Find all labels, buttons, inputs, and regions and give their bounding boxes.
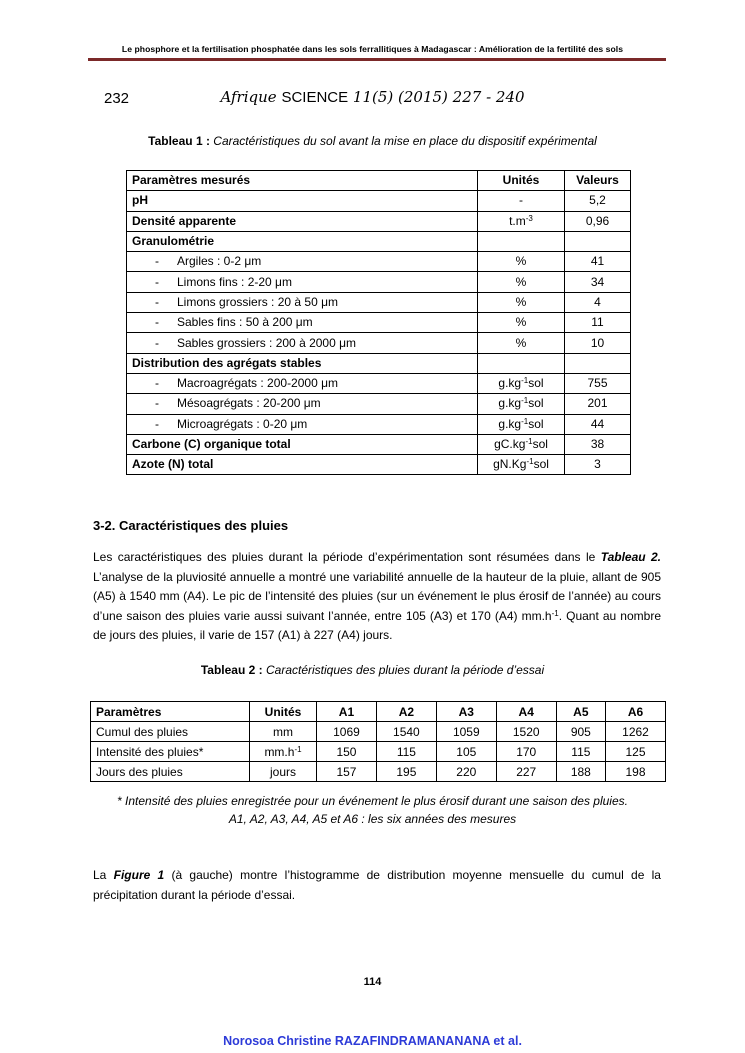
table-reference: Tableau 2. bbox=[600, 550, 661, 564]
table-header-cell: A3 bbox=[436, 702, 496, 722]
param-cell bbox=[127, 333, 478, 353]
value-cell: 3 bbox=[565, 455, 631, 475]
table-header-cell: A4 bbox=[496, 702, 556, 722]
value-cell: 157 bbox=[317, 762, 377, 782]
value-cell: 201 bbox=[565, 394, 631, 414]
unit-exponent: -1 bbox=[521, 396, 529, 406]
param-cell: Jours des pluies bbox=[91, 762, 250, 782]
unit-cell bbox=[478, 394, 565, 414]
paragraph-text: L’analyse de la pluviosité annuelle a montré une variabilité annuelle de la hauteur de la pluie, allant de 905 (A5) à 1540 mm (A4). Le pic de l’intensité des pluies (sur un événement le plus érosif de l’année) au cours d’une saison des pluies varie aussi suivant l’année, entre 105 (A3) et 170 (A4) mm.h bbox=[93, 569, 661, 623]
table-header-cell: Valeurs bbox=[565, 171, 631, 191]
table-row bbox=[127, 211, 631, 231]
table-header-cell: A1 bbox=[317, 702, 377, 722]
note-line: * Intensité des pluies enregistrée pour un événement le plus érosif durant une saison des pluies. bbox=[117, 794, 628, 808]
table-header-cell: A6 bbox=[606, 702, 666, 722]
value-cell: 44 bbox=[565, 414, 631, 434]
table-header-cell: Paramètres mesurés bbox=[127, 171, 478, 191]
param-label: Microagrégats : 0-20 μm bbox=[177, 416, 308, 431]
param-label: Mésoagrégats : 20-200 μm bbox=[177, 396, 321, 411]
unit-cell bbox=[478, 231, 565, 251]
table-header-cell: Paramètres bbox=[91, 702, 250, 722]
paragraph-text: (à gauche) montre l’histogramme de distribution moyenne mensuelle du cumul de la précipitation durant la période d’essai. bbox=[93, 868, 661, 902]
author-footer: Norosoa Christine RAZAFINDRAMANANANA et al. bbox=[223, 1034, 522, 1048]
table-header-row bbox=[91, 702, 666, 722]
rainfall-paragraph bbox=[93, 548, 661, 646]
header-rule bbox=[88, 58, 666, 61]
list-dash: - bbox=[155, 274, 159, 289]
list-dash: - bbox=[155, 335, 159, 350]
soil-characteristics-table bbox=[126, 170, 631, 475]
param-cell: Cumul des pluies bbox=[91, 722, 250, 742]
value-cell: 125 bbox=[606, 742, 666, 762]
list-dash: - bbox=[155, 315, 159, 330]
value-cell: 115 bbox=[376, 742, 436, 762]
note-line: A1, A2, A3, A4, A5 et A6 : les six années des mesures bbox=[228, 812, 517, 826]
unit-tail: sol bbox=[528, 376, 544, 391]
unit-tail: sol bbox=[528, 416, 544, 431]
param-cell: Carbone (C) organique total bbox=[127, 434, 478, 454]
value-cell: 11 bbox=[565, 313, 631, 333]
param-label: Sables grossiers : 200 à 2000 μm bbox=[177, 335, 357, 350]
unit-base: mm.h bbox=[264, 744, 295, 759]
param-cell bbox=[127, 414, 478, 434]
value-cell: 105 bbox=[436, 742, 496, 762]
table-row bbox=[91, 762, 666, 782]
param-cell: Intensité des pluies* bbox=[91, 742, 250, 762]
table-row bbox=[127, 455, 631, 475]
value-cell: 38 bbox=[565, 434, 631, 454]
value-cell: 227 bbox=[496, 762, 556, 782]
paragraph-text: Les caractéristiques des pluies durant la période d’expérimentation sont résumées dans le bbox=[93, 550, 601, 564]
table-row bbox=[127, 414, 631, 434]
param-label: Limons fins : 2-20 μm bbox=[177, 274, 292, 289]
unit-base: t.m bbox=[509, 213, 526, 228]
table-row bbox=[127, 252, 631, 272]
unit-cell bbox=[478, 373, 565, 393]
table-row bbox=[127, 292, 631, 312]
unit-cell: % bbox=[478, 313, 565, 333]
table1-label: Tableau 1 : bbox=[148, 134, 210, 148]
param-label: Limons grossiers : 20 à 50 μm bbox=[177, 294, 338, 309]
table-header-cell: Unités bbox=[478, 171, 565, 191]
table-row bbox=[127, 373, 631, 393]
table-row bbox=[127, 191, 631, 211]
table2-caption bbox=[0, 663, 745, 677]
param-label: Argiles : 0-2 μm bbox=[177, 254, 262, 269]
value-cell: 195 bbox=[376, 762, 436, 782]
unit-cell bbox=[478, 211, 565, 231]
param-cell: Azote (N) total bbox=[127, 455, 478, 475]
unit-exponent: -1 bbox=[525, 437, 533, 446]
unit-cell bbox=[250, 762, 317, 782]
value-cell: 115 bbox=[556, 742, 605, 762]
value-cell: 150 bbox=[317, 742, 377, 762]
unit-cell bbox=[478, 353, 565, 373]
rainfall-table bbox=[90, 701, 666, 782]
paragraph-text: . Quant au nombre de jours des pluies, il varie de 157 (A1) à 227 (A4) jours. bbox=[93, 608, 661, 642]
unit-cell: - bbox=[478, 191, 565, 211]
unit-exponent: -1 bbox=[294, 744, 302, 754]
unit-tail: sol bbox=[532, 437, 548, 451]
table2-note bbox=[0, 792, 745, 828]
table-header-cell: A5 bbox=[556, 702, 605, 722]
unit-base: g.kg bbox=[498, 376, 522, 391]
list-dash: - bbox=[155, 376, 159, 391]
value-cell: 170 bbox=[496, 742, 556, 762]
unit-base: g.kg bbox=[498, 396, 522, 411]
unit-cell bbox=[478, 414, 565, 434]
table2-title: Caractéristiques des pluies durant la période d’essai bbox=[265, 663, 545, 677]
unit-base: gC.kg bbox=[494, 437, 526, 451]
unit-base: gN.Kg bbox=[493, 457, 527, 472]
journal-reference bbox=[0, 88, 745, 106]
value-cell: 188 bbox=[556, 762, 605, 782]
value-cell: 10 bbox=[565, 333, 631, 353]
table2-label: Tableau 2 : bbox=[200, 663, 263, 677]
list-dash: - bbox=[155, 416, 159, 431]
value-cell: 5,2 bbox=[565, 191, 631, 211]
table-row bbox=[91, 722, 666, 742]
value-cell: 1262 bbox=[606, 722, 666, 742]
table-header-cell: Unités bbox=[250, 702, 317, 722]
section-title: 3-2. Caractéristiques des pluies bbox=[93, 518, 289, 533]
unit-exponent: -1 bbox=[521, 416, 529, 426]
superscript: -1 bbox=[551, 608, 559, 618]
param-cell bbox=[127, 373, 478, 393]
table1-title: Caractéristiques du sol avant la mise en place du dispositif expérimental bbox=[213, 134, 597, 148]
table-row bbox=[127, 434, 631, 454]
param-cell bbox=[127, 394, 478, 414]
value-cell: 220 bbox=[436, 762, 496, 782]
list-dash: - bbox=[155, 254, 159, 269]
param-cell: Granulométrie bbox=[127, 231, 478, 251]
list-dash: - bbox=[155, 396, 159, 411]
unit-tail: sol bbox=[533, 457, 549, 472]
value-cell: 41 bbox=[565, 252, 631, 272]
unit-cell: % bbox=[478, 292, 565, 312]
value-cell: 198 bbox=[606, 762, 666, 782]
list-dash: - bbox=[155, 294, 159, 309]
value-cell: 0,96 bbox=[565, 211, 631, 231]
table-row bbox=[127, 394, 631, 414]
journal-name-italic: Afrique bbox=[220, 88, 277, 106]
param-label: Macroagrégats : 200-2000 μm bbox=[177, 376, 338, 391]
unit-base: g.kg bbox=[498, 416, 522, 431]
value-cell: 1069 bbox=[317, 722, 377, 742]
table1-caption bbox=[0, 134, 745, 148]
table-header-cell: A2 bbox=[376, 702, 436, 722]
param-label: Sables fins : 50 à 200 μm bbox=[177, 315, 313, 330]
table-row bbox=[91, 742, 666, 762]
unit-exponent: -1 bbox=[521, 376, 529, 386]
table-row bbox=[127, 333, 631, 353]
unit-tail: sol bbox=[528, 396, 544, 411]
unit-cell bbox=[250, 722, 317, 742]
table-row bbox=[127, 353, 631, 373]
param-cell bbox=[127, 252, 478, 272]
figure-reference: Figure 1 bbox=[113, 868, 165, 882]
value-cell: 905 bbox=[556, 722, 605, 742]
paragraph-text: La bbox=[93, 868, 114, 882]
unit-exponent: -3 bbox=[525, 213, 533, 223]
unit-cell: % bbox=[478, 272, 565, 292]
unit-cell bbox=[478, 434, 565, 454]
table-header-row bbox=[127, 171, 631, 191]
param-cell bbox=[127, 292, 478, 312]
running-title: Le phosphore et la fertilisation phosphatée dans les sols ferrallitiques à Madagascar : Amélioration de la fertilité des sols bbox=[121, 44, 624, 54]
param-cell: pH bbox=[127, 191, 478, 211]
unit-base: jours bbox=[269, 764, 296, 779]
figure-paragraph bbox=[93, 866, 661, 905]
param-cell bbox=[127, 313, 478, 333]
param-cell: Densité apparente bbox=[127, 211, 478, 231]
unit-exponent: -1 bbox=[526, 457, 534, 467]
param-cell bbox=[127, 272, 478, 292]
unit-cell: % bbox=[478, 333, 565, 353]
journal-name-caps: SCIENCE bbox=[281, 89, 349, 106]
unit-cell bbox=[250, 742, 317, 762]
folio-number: 114 bbox=[363, 976, 382, 988]
table-row bbox=[127, 313, 631, 333]
page-number: 232 bbox=[104, 90, 130, 107]
unit-cell bbox=[478, 455, 565, 475]
journal-issue: 11(5) (2015) 227 - 240 bbox=[352, 88, 525, 106]
value-cell: 34 bbox=[565, 272, 631, 292]
unit-base: mm bbox=[273, 724, 293, 739]
value-cell: 1520 bbox=[496, 722, 556, 742]
table-row bbox=[127, 231, 631, 251]
param-cell: Distribution des agrégats stables bbox=[127, 353, 478, 373]
value-cell bbox=[565, 231, 631, 251]
value-cell: 755 bbox=[565, 373, 631, 393]
value-cell: 4 bbox=[565, 292, 631, 312]
value-cell bbox=[565, 353, 631, 373]
value-cell: 1059 bbox=[436, 722, 496, 742]
unit-cell: % bbox=[478, 252, 565, 272]
value-cell: 1540 bbox=[376, 722, 436, 742]
table-row bbox=[127, 272, 631, 292]
